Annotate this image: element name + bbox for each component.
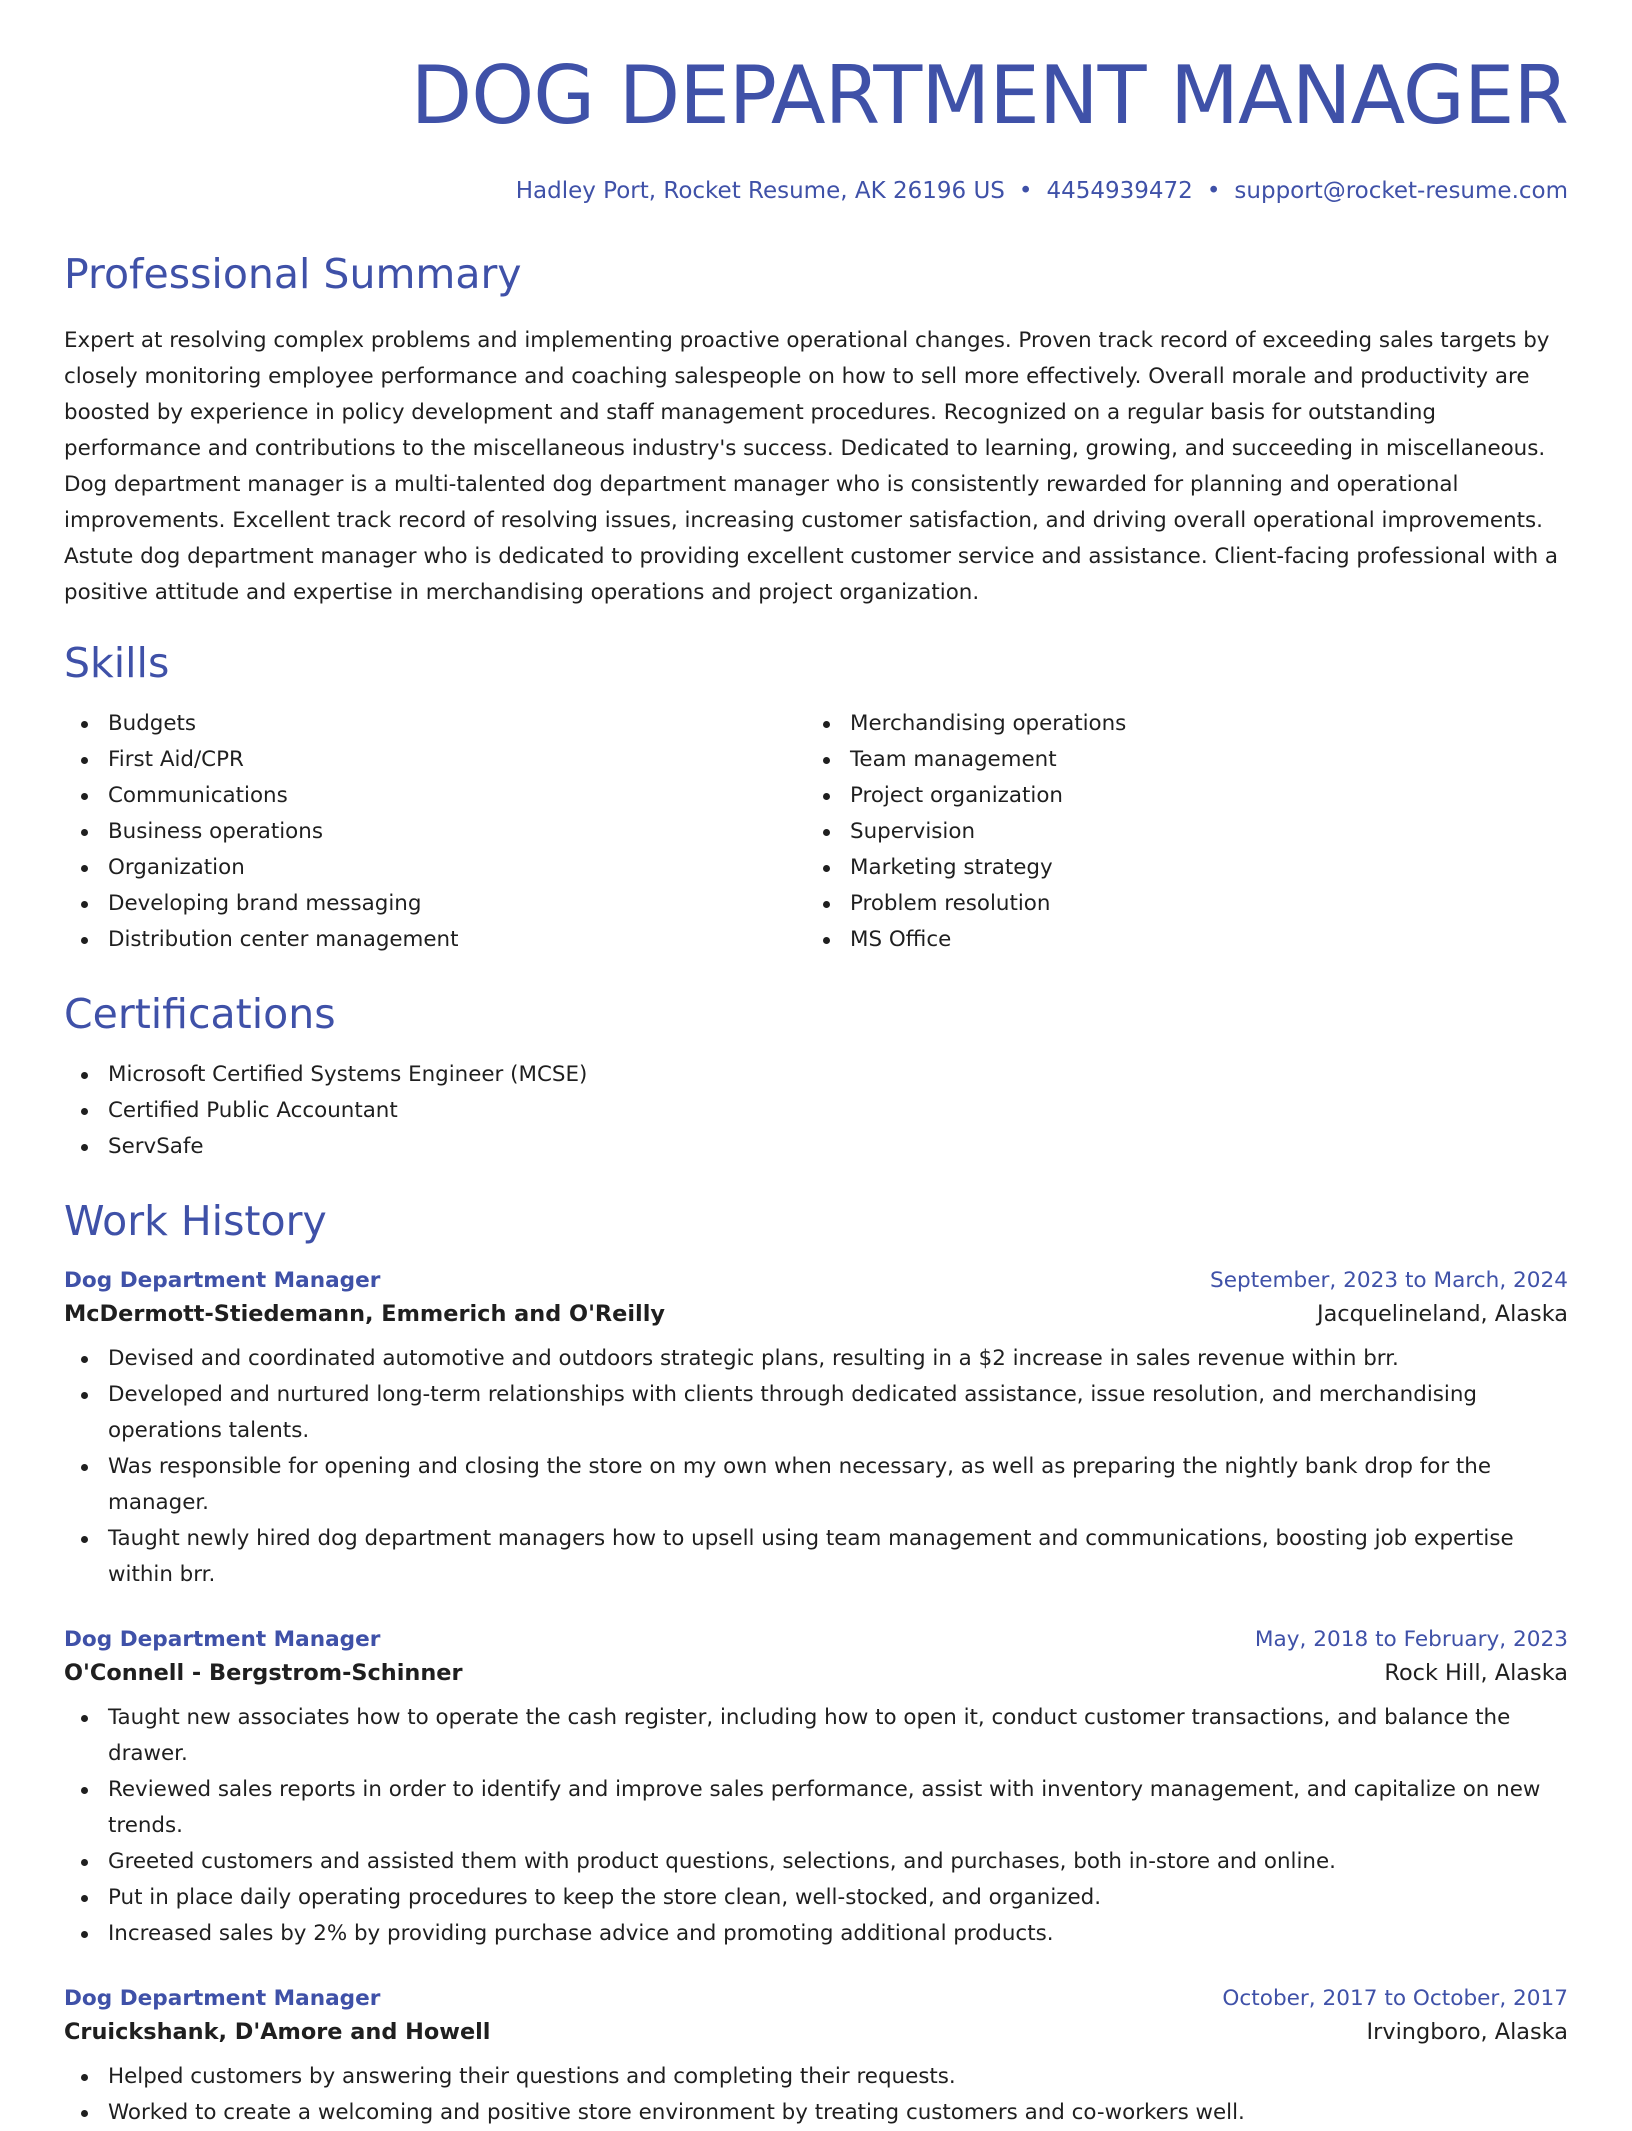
job-entry	[64, 1627, 1568, 1952]
resume-page	[64, 0, 1568, 2126]
job-bullet: Taught newly hired dog department managers how to upsell using team management and communications, boosting job expertise within brr.	[64, 1521, 1568, 1593]
skill-item: Team management	[806, 742, 1548, 778]
contact-email[interactable]: support@rocket-resume.com	[1234, 178, 1568, 204]
job-company: Cruickshank, D'Amore and Howell	[64, 2019, 491, 2046]
job-bullets	[64, 1341, 1568, 1593]
job-bullet: Put in place daily operating procedures to keep the store clean, well-stocked, and organized.	[64, 1880, 1568, 1916]
contact-separator: •	[1206, 178, 1221, 204]
skill-item: Distribution center management	[64, 922, 806, 958]
skills-grid	[64, 706, 1568, 958]
contact-address: Hadley Port, Rocket Resume, AK 26196 US	[515, 178, 1005, 204]
skill-item: Organization	[64, 850, 806, 886]
certification-item: Microsoft Certified Systems Engineer (MCSE)	[64, 1057, 1568, 1093]
skill-item: Merchandising operations	[806, 706, 1548, 742]
job-dates: September, 2023 to March, 2024	[1210, 1268, 1568, 1294]
job-bullet: Reviewed sales reports in order to identify and improve sales performance, assist with inventory management, and capitalize on new trends.	[64, 1772, 1568, 1844]
work-history-heading: Work History	[64, 1197, 327, 1246]
skill-item: Communications	[64, 778, 806, 814]
job-dates: October, 2017 to October, 2017	[1222, 1986, 1568, 2012]
skill-item: MS Office	[806, 922, 1548, 958]
certification-item: Certified Public Accountant	[64, 1093, 1568, 1129]
job-bullets	[64, 2059, 1568, 2131]
job-subheader	[64, 1660, 1568, 1686]
skill-item: Budgets	[64, 706, 806, 742]
skill-item: Supervision	[806, 814, 1548, 850]
job-header	[64, 1986, 1568, 2011]
certifications-heading: Certifications	[64, 990, 336, 1039]
job-location: Rock Hill, Alaska	[1384, 1660, 1568, 1687]
job-title: Dog Department Manager	[64, 1986, 381, 2012]
job-title: Dog Department Manager	[64, 1268, 381, 1294]
certifications-list	[64, 1057, 1568, 1165]
job-location: Jacquelineland, Alaska	[1316, 1301, 1568, 1328]
job-bullet: Developed and nurtured long-term relationships with clients through dedicated assistance, issue resolution, and merchandising operations talents.	[64, 1377, 1568, 1449]
job-location: Irvingboro, Alaska	[1366, 2019, 1568, 2046]
skill-item: Project organization	[806, 778, 1548, 814]
job-bullet: Helped customers by answering their questions and completing their requests.	[64, 2059, 1568, 2095]
skills-right-list	[806, 706, 1548, 958]
skill-item: First Aid/CPR	[64, 742, 806, 778]
contact-line	[64, 178, 1568, 204]
contact-phone: 4454939472	[1046, 178, 1193, 204]
job-entry	[64, 1986, 1568, 2131]
job-header	[64, 1627, 1568, 1652]
job-bullets	[64, 1700, 1568, 1952]
skill-item: Problem resolution	[806, 886, 1548, 922]
job-title: Dog Department Manager	[64, 1627, 381, 1653]
contact-separator: •	[1018, 178, 1033, 204]
skill-item: Marketing strategy	[806, 850, 1548, 886]
skill-item: Developing brand messaging	[64, 886, 806, 922]
skills-left-list	[64, 706, 806, 958]
job-subheader	[64, 1301, 1568, 1327]
job-dates: May, 2018 to February, 2023	[1254, 1627, 1568, 1653]
job-subheader	[64, 2019, 1568, 2045]
summary-text: Expert at resolving complex problems and implementing proactive operational changes. Proven track record of exceeding sales targets by closely monitoring employee performance and coaching salespeople on how to sell more effectively. Overall morale and productivity are boosted by experience in policy development and staff management procedures. Recognized on a regular basis for outstanding performance and contributions to the miscellaneous industry's success. Dedicated to learning, growing, and succeeding in miscellaneous. Dog department manager is a multi-talented dog department manager who is consistently rewarded for planning and operational improvements. Excellent track record of resolving issues, increasing customer satisfaction, and driving overall operational improvements. Astute dog department manager who is dedicated to providing excellent customer service and assistance. Client-facing professional with a positive attitude and expertise in merchandising operations and project organization.	[64, 328, 1559, 606]
skill-item: Business operations	[64, 814, 806, 850]
job-bullet: Taught new associates how to operate the cash register, including how to open it, conduct customer transactions, and balance the drawer.	[64, 1700, 1568, 1772]
certification-item: ServSafe	[64, 1129, 1568, 1165]
job-bullet: Devised and coordinated automotive and outdoors strategic plans, resulting in a $2 increase in sales revenue within brr.	[64, 1341, 1568, 1377]
summary-heading: Professional Summary	[64, 250, 522, 298]
job-company: McDermott-Stiedemann, Emmerich and O'Reilly	[64, 1301, 665, 1328]
job-company: O'Connell - Bergstrom-Schinner	[64, 1660, 463, 1687]
job-bullet: Worked to create a welcoming and positive store environment by treating customers and co-workers well.	[64, 2095, 1568, 2131]
skills-heading: Skills	[64, 639, 170, 688]
job-bullet: Greeted customers and assisted them with product questions, selections, and purchases, both in-store and online.	[64, 1844, 1568, 1880]
resume-name: DOG DEPARTMENT MANAGER	[410, 49, 1568, 142]
job-bullet: Increased sales by 2% by providing purchase advice and promoting additional products.	[64, 1916, 1568, 1952]
job-header	[64, 1268, 1568, 1293]
job-bullet: Was responsible for opening and closing the store on my own when necessary, as well as preparing the nightly bank drop for the manager.	[64, 1449, 1568, 1521]
job-entry	[64, 1268, 1568, 1593]
